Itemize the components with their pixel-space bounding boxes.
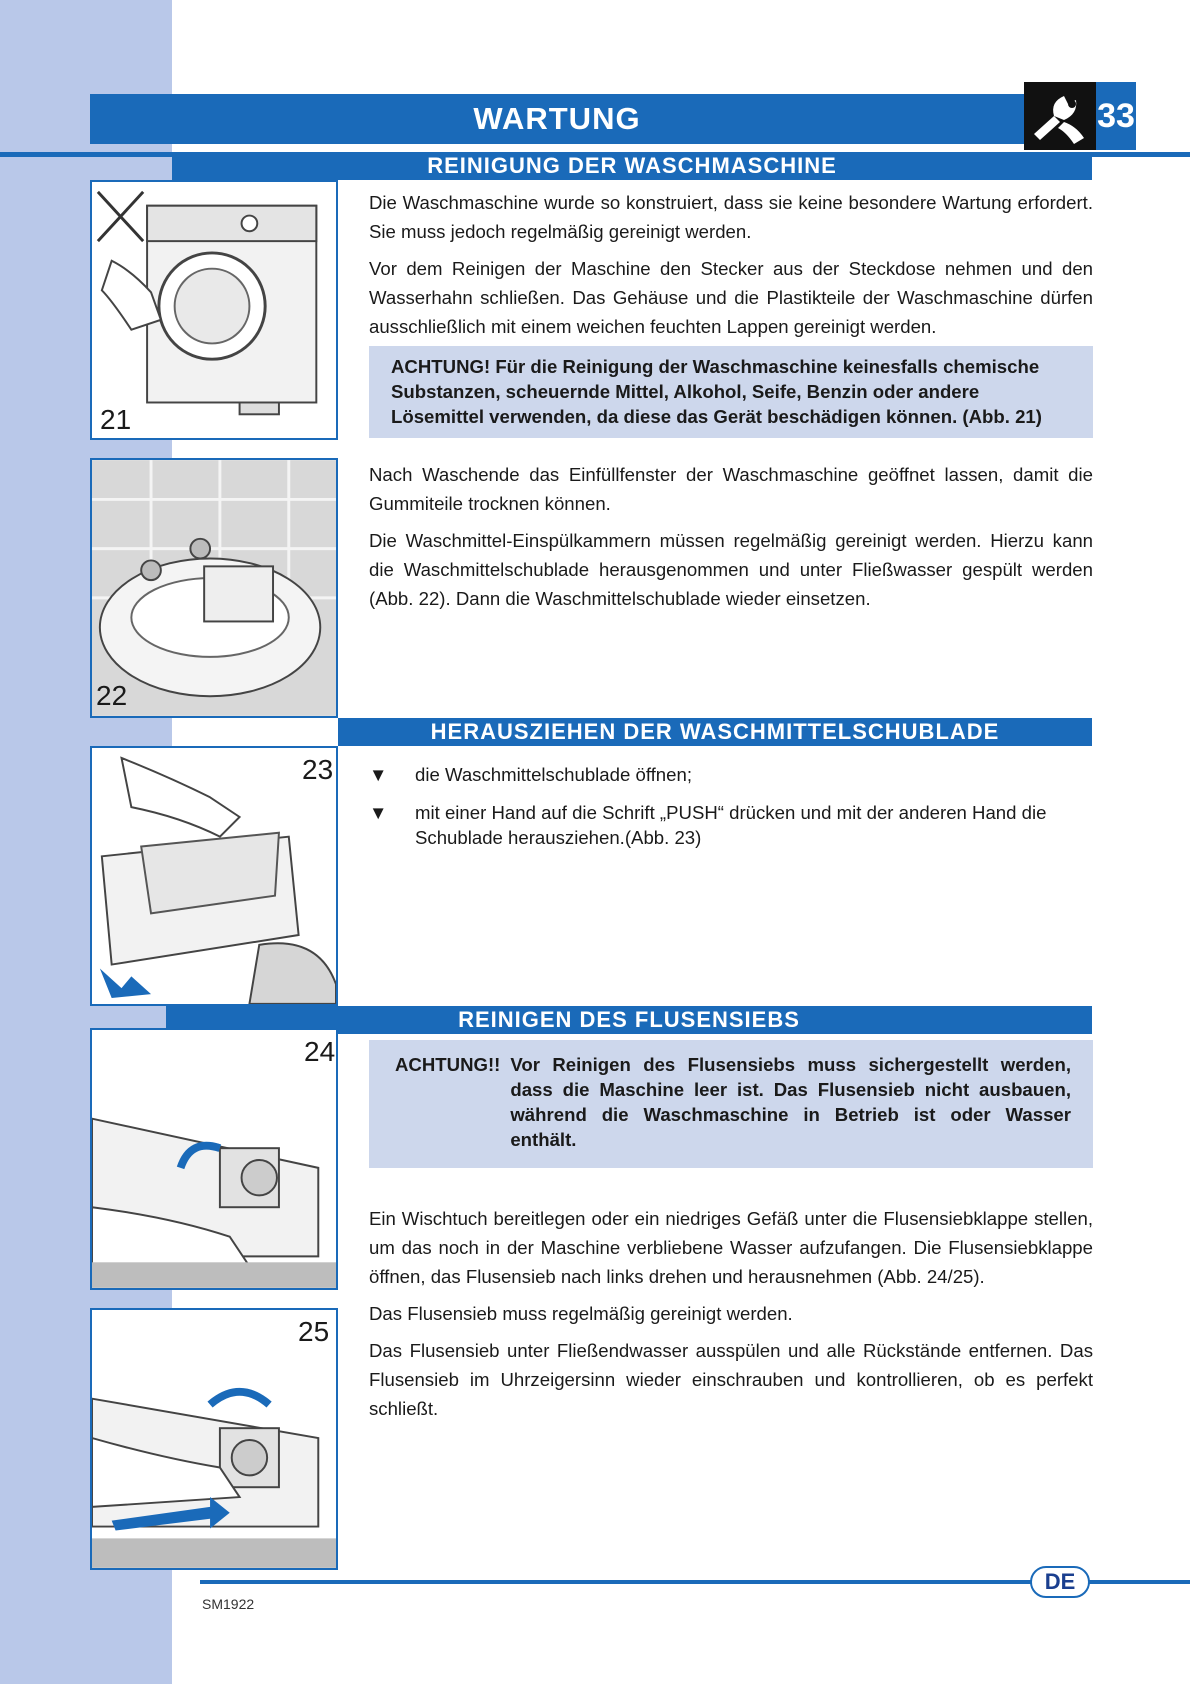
figure-25-number: 25 bbox=[298, 1316, 330, 1347]
paragraph-2: Vor dem Reinigen der Maschine den Stecker aus der Steckdose nehmen und den Wasserhahn schließen. Das Gehäuse und die Plastikteile der Waschmaschine dürfen ausschließlich mit einem weichen feuchten Lappen gereinigt werden. bbox=[369, 258, 1093, 337]
language-badge: DE bbox=[1030, 1566, 1090, 1598]
section-title-drawer: HERAUSZIEHEN DER WASCHMITTELSCHUBLADE bbox=[338, 718, 1092, 746]
warning-box-2 bbox=[369, 1040, 1093, 1168]
figure-24-number: 24 bbox=[304, 1036, 336, 1067]
text-block-1 bbox=[369, 188, 1093, 349]
bullet-1-text: die Waschmittelschublade öffnen; bbox=[415, 764, 692, 785]
bullet-1 bbox=[369, 762, 1093, 787]
bullet-triangle-icon: ▼ bbox=[369, 802, 388, 823]
text-block-3 bbox=[369, 1204, 1093, 1431]
figure-23-number: 23 bbox=[302, 754, 334, 785]
figure-22 bbox=[90, 458, 338, 718]
text-block-2 bbox=[369, 460, 1093, 621]
paragraph-1: Die Waschmaschine wurde so konstruiert, dass sie keine besondere Wartung erfordert. Sie muss jedoch regelmäßig gereinigt werden. bbox=[369, 192, 1093, 242]
washing-machine-illustration bbox=[92, 182, 336, 438]
figure-24 bbox=[90, 1028, 338, 1290]
section-title-filter: REINIGEN DES FLUSENSIEBS bbox=[166, 1006, 1092, 1034]
maintenance-wrench-icon bbox=[1024, 82, 1096, 150]
warning-box-1: ACHTUNG! Für die Reinigung der Waschmaschine keinesfalls chemische Substanzen, scheuernde Mittel, Alkohol, Seife, Benzin oder andere Lösemittel verwenden, da diese das Gerät beschädigen können. (Abb. 21) bbox=[369, 346, 1093, 438]
figure-25 bbox=[90, 1308, 338, 1570]
footer-code: SM1922 bbox=[202, 1596, 255, 1612]
bullet-2 bbox=[369, 800, 1093, 850]
paragraph-5: Ein Wischtuch bereitlegen oder ein niedriges Gefäß unter die Flusensiebklappe stellen, um das noch in der Maschine verbliebene Wasser aufzufangen. Die Flusensiebklappe öffnen, das Flusensieb nach links drehen und herausnehmen (Abb. 24/25). bbox=[369, 1208, 1093, 1287]
bullet-triangle-icon: ▼ bbox=[369, 764, 388, 785]
drawer-pull-illustration bbox=[92, 748, 336, 1004]
section-title-cleaning: REINIGUNG DER WASCHMASCHINE bbox=[172, 152, 1092, 180]
filter-open-illustration bbox=[92, 1030, 336, 1288]
paragraph-6: Das Flusensieb muss regelmäßig gereinigt werden. bbox=[369, 1303, 793, 1324]
bullet-2-text: mit einer Hand auf die Schrift „PUSH“ drücken und mit der anderen Hand die Schublade herausziehen.(Abb. 23) bbox=[415, 802, 1047, 848]
figure-23 bbox=[90, 746, 338, 1006]
paragraph-7: Das Flusensieb unter Fließendwasser ausspülen und alle Rückstände entfernen. Das Flusensieb im Uhrzeigersinn wieder einschrauben und kontrollieren, ob es perfekt schließt. bbox=[369, 1340, 1093, 1419]
page-title: WARTUNG bbox=[90, 94, 1024, 144]
paragraph-3: Nach Waschende das Einfüllfenster der Waschmaschine geöffnet lassen, damit die Gummiteile trocknen können. bbox=[369, 464, 1093, 514]
figure-21 bbox=[90, 180, 338, 440]
paragraph-4: Die Waschmittel-Einspülkammern müssen regelmäßig gereinigt werden. Hierzu kann die Waschmittelschublade herausgenommen und unter Fließwasser gespült werden (Abb. 22). Dann die Waschmittelschublade wieder einsetzen. bbox=[369, 530, 1093, 609]
sink-drawer-illustration bbox=[92, 460, 336, 716]
filter-remove-illustration bbox=[92, 1310, 336, 1568]
warning-2-label: ACHTUNG!! bbox=[395, 1054, 501, 1075]
warning-2-text: Vor Reinigen des Flusensiebs muss sichergestellt werden, dass die Maschine leer ist. Das Flusensieb nicht ausbauen, während die Waschmaschine in Betrieb ist oder Wasser enthält. bbox=[510, 1054, 1071, 1150]
figure-22-number: 22 bbox=[96, 680, 128, 711]
page-number: 33 bbox=[1096, 82, 1136, 150]
figure-21-number: 21 bbox=[100, 404, 132, 435]
